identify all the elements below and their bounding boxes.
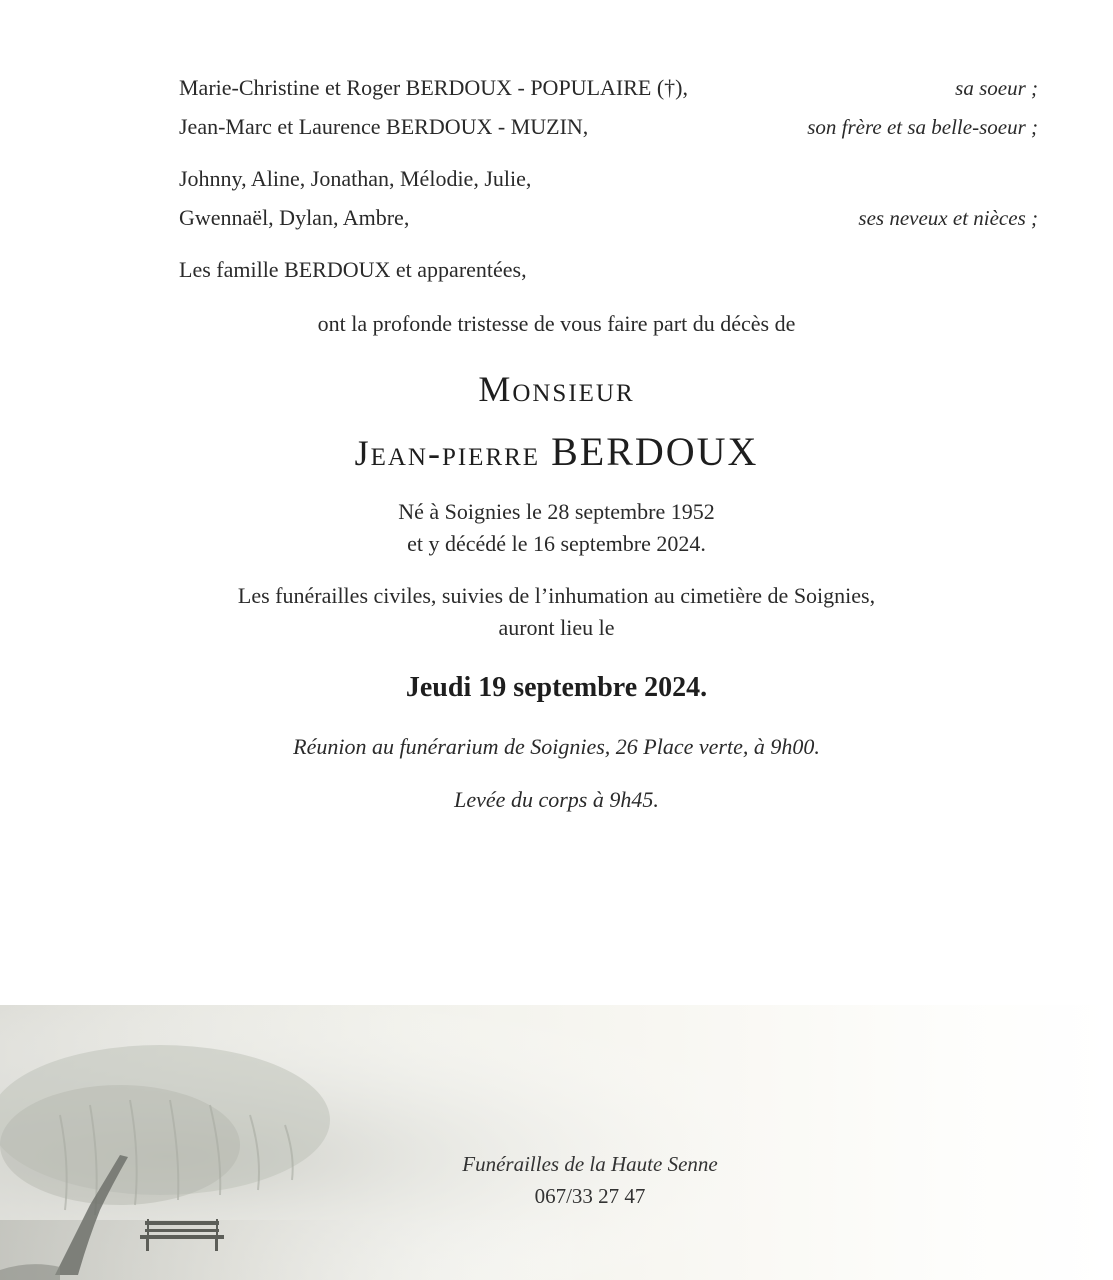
funeral-home-phone: 067/33 27 47	[534, 1184, 646, 1208]
family-names: Jean-Marc et Laurence BERDOUX - MUZIN,	[179, 114, 589, 139]
death-line: et y décédé le 16 septembre 2024.	[407, 531, 706, 556]
funeral-info-line2: auront lieu le	[498, 615, 615, 640]
family-names: Les famille BERDOUX et apparentées,	[179, 257, 527, 282]
deceased-surname: BERDOUX	[551, 429, 759, 474]
birth-line: Né à Soignies le 28 septembre 1952	[398, 499, 715, 524]
family-names: Gwennaël, Dylan, Ambre,	[179, 205, 410, 230]
funeral-info-line1: Les funérailles civiles, suivies de l’inhumation au cimetière de Soignies,	[237, 583, 876, 608]
tree-bench-illustration	[0, 1005, 1113, 1280]
levee-info: Levée du corps à 9h45.	[454, 787, 659, 812]
family-names: Marie-Christine et Roger BERDOUX - POPULAIRE (†),	[179, 75, 688, 100]
tree-bench-image	[0, 1005, 1113, 1280]
family-relation: ses neveux et nièces ;	[858, 206, 1038, 230]
announcement-intro: ont la profonde tristesse de vous faire part du décès de	[317, 311, 796, 336]
family-relation: sa soeur ;	[955, 76, 1038, 100]
family-names: Johnny, Aline, Jonathan, Mélodie, Julie,	[179, 166, 532, 191]
deceased-first-name: Jean-pierre	[354, 433, 541, 473]
deceased-name	[0, 428, 1113, 475]
deceased-title	[0, 368, 1113, 410]
funeral-date: Jeudi 19 septembre 2024.	[405, 672, 708, 703]
funeral-home-name: Funérailles de la Haute Senne	[462, 1152, 718, 1176]
family-relation: son frère et sa belle-soeur ;	[807, 115, 1038, 139]
meeting-info: Réunion au funérarium de Soignies, 26 Place verte, à 9h00.	[293, 734, 820, 759]
deceased-title-text: Monsieur	[478, 369, 635, 409]
